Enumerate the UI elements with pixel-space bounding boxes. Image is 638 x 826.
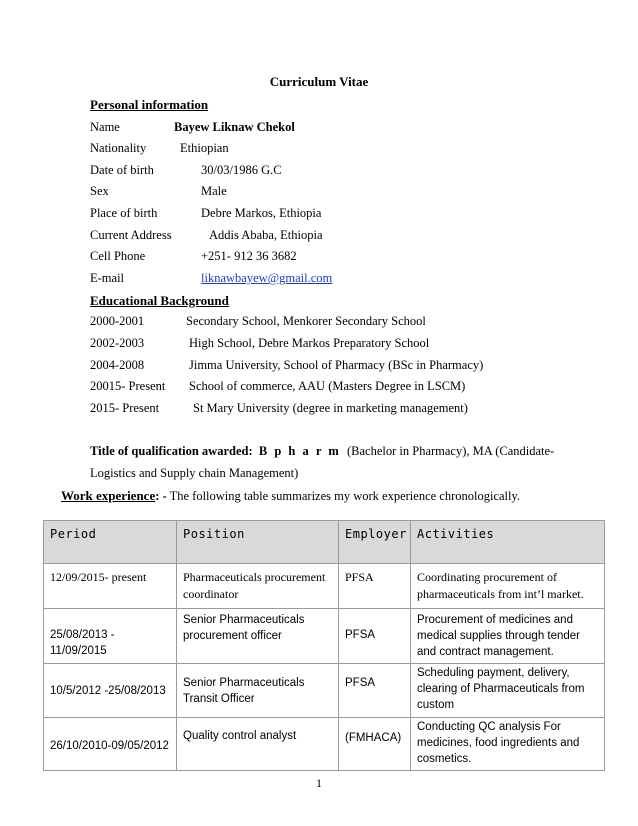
sex-value: Male (201, 184, 227, 198)
column-header-activities: Activities (411, 521, 605, 564)
table-row (44, 664, 605, 718)
name-value: Bayew Liknaw Chekol (174, 120, 295, 134)
cell-employer: PFSA (339, 564, 411, 609)
cell-period: 26/10/2010-09/05/2012 (44, 718, 177, 771)
table-row (44, 718, 605, 771)
cell-activities: Scheduling payment, delivery, clearing of Pharmaceuticals from custom (411, 664, 605, 718)
pob-value: Debre Markos, Ethiopia (201, 206, 322, 220)
qualification-degree: B p h a r m (258, 444, 341, 458)
cell-employer: PFSA (339, 609, 411, 664)
edu-period: 2002-2003 (90, 336, 145, 350)
table-row (44, 609, 605, 664)
page-number: 1 (316, 776, 322, 790)
sex-label: Sex (90, 184, 109, 198)
cell-period: 10/5/2012 -25/08/2013 (44, 664, 177, 718)
cell-position: Senior Pharmaceuticals Transit Officer (177, 664, 339, 718)
name-label: Name (90, 120, 120, 134)
personal-info-heading: Personal information (90, 97, 209, 112)
work-intro-separator: : - (155, 489, 167, 503)
nationality-label: Nationality (90, 141, 147, 155)
column-header-position: Position (177, 521, 339, 564)
cell-period: 25/08/2013 - 11/09/2015 (44, 609, 177, 664)
dob-value: 30/03/1986 G.C (201, 163, 282, 177)
address-value: Addis Ababa, Ethiopia (209, 228, 323, 242)
cell-period: 12/09/2015- present (44, 564, 177, 609)
edu-detail: High School, Debre Markos Preparatory School (189, 336, 430, 350)
cell-position: Quality control analyst (177, 718, 339, 771)
email-link[interactable]: liknawbayew@gmail.com (201, 271, 333, 285)
cell-employer: (FMHACA) (339, 718, 411, 771)
qualification-detail: (Bachelor in Pharmacy), MA (Candidate-Logistics and Supply chain Management) (90, 444, 555, 480)
email-label: E-mail (90, 271, 125, 285)
work-intro (61, 488, 520, 504)
cell-activities: Coordinating procurement of pharmaceuticals from int’l market. (411, 564, 605, 609)
edu-period: 2015- Present (90, 401, 160, 415)
work-heading: Work experience (61, 488, 156, 503)
cell-activities: Conducting QC analysis For medicines, food ingredients and cosmetics. (411, 718, 605, 771)
phone-value: +251- 912 36 3682 (201, 249, 297, 263)
edu-period: 20015- Present (90, 379, 166, 393)
qualification-paragraph (90, 440, 590, 484)
table-header-row (44, 521, 605, 564)
edu-detail: Jimma University, School of Pharmacy (BSc in Pharmacy) (189, 358, 484, 372)
edu-detail: School of commerce, AAU (Masters Degree in LSCM) (189, 379, 466, 393)
edu-detail: St Mary University (degree in marketing management) (193, 401, 468, 415)
table-row (44, 564, 605, 609)
cell-position: Senior Pharmaceuticals procurement officer (177, 609, 339, 664)
nationality-value: Ethiopian (180, 141, 229, 155)
pob-label: Place of birth (90, 206, 158, 220)
edu-period: 2000-2001 (90, 314, 145, 328)
cell-activities: Procurement of medicines and medical supplies through tender and contract management. (411, 609, 605, 664)
address-label: Current Address (90, 228, 172, 242)
qualification-label: Title of qualification awarded: (90, 444, 253, 458)
column-header-period: Period (44, 521, 177, 564)
education-heading: Educational Background (90, 293, 229, 308)
page-title: Curriculum Vitae (269, 74, 369, 89)
dob-label: Date of birth (90, 163, 154, 177)
cell-employer: PFSA (339, 664, 411, 718)
cell-position: Pharmaceuticals procurement coordinator (177, 564, 339, 609)
edu-detail: Secondary School, Menkorer Secondary School (186, 314, 426, 328)
work-intro-text: The following table summarizes my work experience chronologically. (169, 489, 521, 503)
column-header-employer: Employer (339, 521, 411, 564)
work-experience-table (43, 520, 605, 771)
phone-label: Cell Phone (90, 249, 146, 263)
edu-period: 2004-2008 (90, 358, 145, 372)
